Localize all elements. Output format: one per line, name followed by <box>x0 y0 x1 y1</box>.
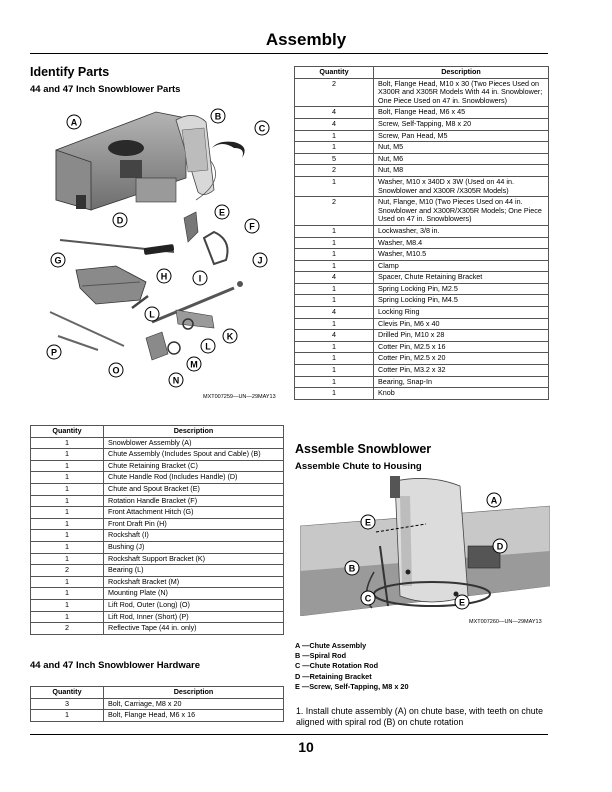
parts-desc-header: Description <box>104 426 284 438</box>
description-cell: Spacer, Chute Retaining Bracket <box>374 272 549 284</box>
qty-cell: 1 <box>295 249 374 261</box>
description-cell: Cotter Pin, M2.5 x 16 <box>374 341 549 353</box>
callout-p <box>47 345 61 359</box>
qty-cell: 1 <box>31 611 104 623</box>
table-row <box>295 197 549 226</box>
callout-b <box>211 109 225 123</box>
description-cell: Locking Ring <box>374 307 549 319</box>
description-cell: Chute Handle Rod (Includes Handle) (D) <box>104 472 284 484</box>
table-row <box>295 376 549 388</box>
description-cell: Washer, M10 x 340D x 3W (Used on 44 in. Snowblower and X300R /X305R Models) <box>374 176 549 196</box>
table-row <box>295 365 549 377</box>
table-row <box>31 518 284 530</box>
table-row <box>295 78 549 107</box>
table-row <box>295 318 549 330</box>
qty-cell: 1 <box>295 237 374 249</box>
qty-cell: 2 <box>31 565 104 577</box>
table-row <box>295 107 549 119</box>
description-cell: Rockshaft Support Bracket (K) <box>104 553 284 565</box>
svg-text:D: D <box>116 215 124 226</box>
qty-cell: 1 <box>295 365 374 377</box>
table-row <box>295 130 549 142</box>
description-cell: Bolt, Carriage, M8 x 20 <box>104 698 284 710</box>
callout-h <box>157 269 171 283</box>
legend-item: B —Spiral Rod <box>295 651 347 661</box>
svg-text:C: C <box>364 593 372 604</box>
description-cell: Reflective Tape (44 in. only) <box>104 623 284 635</box>
qty-cell: 1 <box>295 341 374 353</box>
description-cell: Clevis Pin, M6 x 40 <box>374 318 549 330</box>
table-row <box>295 330 549 342</box>
qty-cell: 2 <box>295 165 374 177</box>
hardware-qty-header: Quantity <box>31 687 104 699</box>
table-row <box>295 353 549 365</box>
callout-m <box>187 357 201 371</box>
description-cell: Spring Locking Pin, M4.5 <box>374 295 549 307</box>
svg-text:A: A <box>490 495 498 506</box>
table-row <box>31 507 284 519</box>
description-cell: Bolt, Flange Head, M6 x 45 <box>374 107 549 119</box>
qty-cell: 4 <box>295 330 374 342</box>
parts-subheading: 44 and 47 Inch Snowblower Parts <box>30 84 181 95</box>
svg-text:M: M <box>190 359 198 370</box>
description-cell: Mounting Plate (N) <box>104 588 284 600</box>
page-title: Assembly <box>265 30 347 49</box>
description-cell: Chute Retaining Bracket (C) <box>104 460 284 472</box>
qty-cell: 2 <box>295 78 374 107</box>
table-row <box>31 576 284 588</box>
qty-cell: 2 <box>31 623 104 635</box>
description-cell: Spring Locking Pin, M2.5 <box>374 283 549 295</box>
description-cell: Cotter Pin, M2.5 x 20 <box>374 353 549 365</box>
svg-text:E: E <box>458 597 466 608</box>
qty-cell: 1 <box>31 495 104 507</box>
table-row <box>31 698 284 710</box>
table-row <box>31 472 284 484</box>
callout2-d <box>493 539 507 553</box>
callout-l2 <box>201 339 215 353</box>
callout2-c <box>361 591 375 605</box>
description-cell: Drilled Pin, M10 x 28 <box>374 330 549 342</box>
description-cell: Nut, Flange, M10 (Two Pieces Used on 44 in. Snowblower and X300R/X305R Models; One Piece Used on 47 in. Snowblowers) <box>374 197 549 226</box>
table-row <box>295 165 549 177</box>
svg-text:H: H <box>160 271 168 282</box>
assemble-chute-subheading: Assemble Chute to Housing <box>295 461 422 472</box>
table-row <box>31 437 284 449</box>
parts-table <box>30 425 284 635</box>
svg-text:K: K <box>226 331 234 342</box>
qty-cell: 1 <box>31 472 104 484</box>
svg-text:B: B <box>348 563 356 574</box>
description-cell: Lift Rod, Outer (Long) (O) <box>104 599 284 611</box>
qty-cell: 1 <box>295 142 374 154</box>
svg-text:F: F <box>249 221 255 232</box>
table-row <box>295 142 549 154</box>
figure2-caption: MXT007260—UN—29MAY13 <box>469 619 542 625</box>
legend-item: C —Chute Rotation Rod <box>295 661 379 671</box>
description-cell: Front Draft Pin (H) <box>104 518 284 530</box>
hardware-table <box>30 686 284 722</box>
legend-item: D —Retaining Bracket <box>295 671 372 681</box>
svg-text:E: E <box>218 207 226 218</box>
qty-cell: 4 <box>295 107 374 119</box>
label-a-text: A <box>70 117 78 128</box>
description-cell: Bolt, Flange Head, M6 x 16 <box>104 710 284 722</box>
description-cell: Washer, M8.4 <box>374 237 549 249</box>
qty-cell: 1 <box>295 225 374 237</box>
identify-parts-heading: Identify Parts <box>30 65 110 79</box>
parts-qty-header: Quantity <box>31 426 104 438</box>
qty-cell: 1 <box>295 130 374 142</box>
callout-e <box>215 205 229 219</box>
qty-cell: 1 <box>295 388 374 400</box>
table-row <box>31 460 284 472</box>
qty-cell: 1 <box>31 599 104 611</box>
qty-cell: 5 <box>295 153 374 165</box>
callout-k <box>223 329 237 343</box>
description-cell: Bearing (L) <box>104 565 284 577</box>
svg-text:N: N <box>172 375 180 386</box>
qty-cell: 1 <box>295 318 374 330</box>
description-cell: Bushing (J) <box>104 541 284 553</box>
description-cell: Knob <box>374 388 549 400</box>
description-cell: Screw, Pan Head, M5 <box>374 130 549 142</box>
header-rule <box>30 53 548 54</box>
figure2-legend <box>295 641 409 692</box>
page-number: 10 <box>298 739 314 755</box>
callout-i <box>193 271 207 285</box>
table-row <box>295 283 549 295</box>
description-cell: Nut, M5 <box>374 142 549 154</box>
svg-text:E: E <box>364 517 372 528</box>
qty-cell: 4 <box>295 307 374 319</box>
qty-cell: 4 <box>295 118 374 130</box>
description-cell: Screw, Self-Tapping, M8 x 20 <box>374 118 549 130</box>
callout2-e2 <box>455 595 469 609</box>
table-row <box>295 388 549 400</box>
parts-exploded-illustration <box>36 100 286 400</box>
qty-cell: 1 <box>295 260 374 272</box>
description-cell: Chute and Spout Bracket (E) <box>104 483 284 495</box>
svg-text:L: L <box>205 341 211 352</box>
qty-cell: 1 <box>31 541 104 553</box>
callout-j <box>253 253 267 267</box>
table-row <box>295 307 549 319</box>
qty-cell: 1 <box>295 176 374 196</box>
callout2-a <box>487 493 501 507</box>
qty-cell: 4 <box>295 272 374 284</box>
svg-text:I: I <box>198 273 202 284</box>
description-cell: Lift Rod, Inner (Short) (P) <box>104 611 284 623</box>
qty-cell: 1 <box>31 507 104 519</box>
hardware-subheading: 44 and 47 Inch Snowblower Hardware <box>30 660 200 671</box>
description-cell: Rockshaft (I) <box>104 530 284 542</box>
qty-cell: 1 <box>31 553 104 565</box>
callout2-e1 <box>361 515 375 529</box>
description-cell: Front Attachment Hitch (G) <box>104 507 284 519</box>
qty-cell: 1 <box>31 449 104 461</box>
qty-cell: 1 <box>31 483 104 495</box>
hardware-table-continued <box>294 66 549 400</box>
description-cell: Cotter Pin, M3.2 x 32 <box>374 365 549 377</box>
callout-g <box>51 253 65 267</box>
footer-rule <box>30 734 548 735</box>
svg-text:P: P <box>50 347 58 358</box>
table-row <box>295 118 549 130</box>
table-row <box>31 553 284 565</box>
description-cell: Washer, M10.5 <box>374 249 549 261</box>
callout-a <box>67 115 81 129</box>
table-row <box>31 495 284 507</box>
table-row <box>31 530 284 542</box>
description-cell: Rockshaft Bracket (M) <box>104 576 284 588</box>
legend-item: E —Screw, Self-Tapping, M8 x 20 <box>295 681 409 691</box>
qty-cell: 2 <box>295 197 374 226</box>
description-cell: Snowblower Assembly (A) <box>104 437 284 449</box>
qty-cell: 1 <box>295 283 374 295</box>
table-row <box>31 611 284 623</box>
qty-cell: 1 <box>295 376 374 388</box>
svg-text:G: G <box>54 255 62 266</box>
qty-cell: 1 <box>31 710 104 722</box>
table-row <box>295 341 549 353</box>
table-row <box>295 260 549 272</box>
legend-item: A —Chute Assembly <box>295 641 367 650</box>
table-row <box>295 295 549 307</box>
svg-text:D: D <box>496 541 504 552</box>
table-row <box>295 225 549 237</box>
table-row <box>295 249 549 261</box>
svg-text:L: L <box>149 309 155 320</box>
callout-c <box>255 121 269 135</box>
description-cell: Bolt, Flange Head, M10 x 30 (Two Pieces Used on X300R and X305R Models With 44 in. Snowblower; One Piece Used on 47 in. Snowblowers) <box>374 78 549 107</box>
qty-cell: 1 <box>31 576 104 588</box>
description-cell: Nut, M8 <box>374 165 549 177</box>
callout-d <box>113 213 127 227</box>
table-row <box>295 153 549 165</box>
description-cell: Chute Assembly (Includes Spout and Cable) (B) <box>104 449 284 461</box>
hardware-cont-qty-header: Quantity <box>295 67 374 79</box>
qty-cell: 1 <box>295 353 374 365</box>
table-row <box>31 541 284 553</box>
description-cell: Nut, M6 <box>374 153 549 165</box>
callout-l1 <box>145 307 159 321</box>
hardware-cont-desc-header: Description <box>374 67 549 79</box>
qty-cell: 3 <box>31 698 104 710</box>
table-row <box>295 176 549 196</box>
qty-cell: 1 <box>31 437 104 449</box>
table-row <box>31 710 284 722</box>
svg-text:B: B <box>214 111 222 122</box>
description-cell: Clamp <box>374 260 549 272</box>
chute-assembly-illustration <box>300 476 550 616</box>
qty-cell: 1 <box>31 460 104 472</box>
description-cell: Rotation Handle Bracket (F) <box>104 495 284 507</box>
table-row <box>31 623 284 635</box>
step-1-text: Install chute assembly (A) on chute base, with teeth on chute aligned with spiral rod (B) on chute rotation <box>296 706 543 727</box>
svg-text:J: J <box>257 255 263 266</box>
svg-text:O: O <box>112 365 120 376</box>
table-row <box>31 565 284 577</box>
callout-n <box>169 373 183 387</box>
description-cell: Lockwasher, 3/8 in. <box>374 225 549 237</box>
svg-text:C: C <box>258 123 266 134</box>
step-1-number: 1. <box>296 706 304 716</box>
table-row <box>31 483 284 495</box>
step-1 <box>296 706 550 728</box>
callout-f <box>245 219 259 233</box>
table-row <box>295 237 549 249</box>
qty-cell: 1 <box>31 518 104 530</box>
description-cell: Bearing, Snap-In <box>374 376 549 388</box>
table-row <box>295 272 549 284</box>
qty-cell: 1 <box>31 588 104 600</box>
callout-o <box>109 363 123 377</box>
assemble-snowblower-heading: Assemble Snowblower <box>295 442 432 456</box>
hardware-desc-header: Description <box>104 687 284 699</box>
table-row <box>31 599 284 611</box>
table-row <box>31 588 284 600</box>
table-row <box>31 449 284 461</box>
callout2-b <box>345 561 359 575</box>
figure1-caption: MXT007259—UN—29MAY13 <box>203 394 276 400</box>
qty-cell: 1 <box>31 530 104 542</box>
qty-cell: 1 <box>295 295 374 307</box>
